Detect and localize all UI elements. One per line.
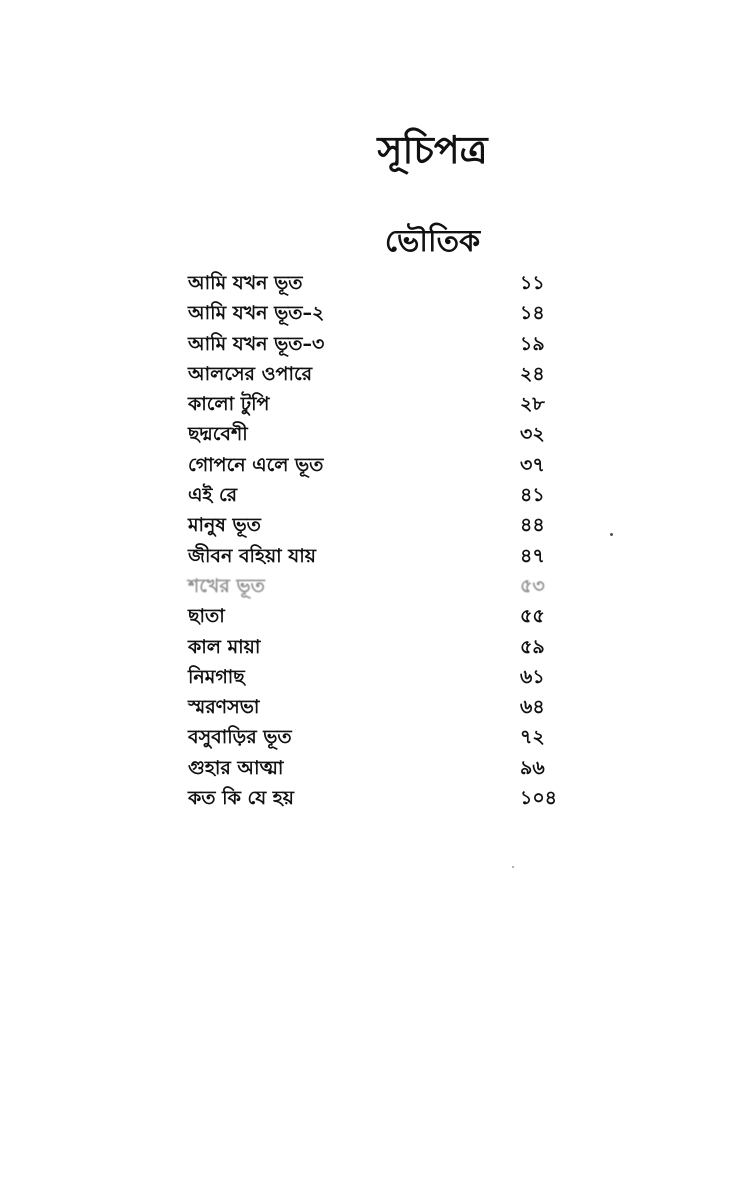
section-title: ভৌতিক — [384, 224, 481, 259]
toc-entry-title: ছাতা — [188, 605, 225, 628]
toc-list — [188, 268, 568, 813]
toc-entry — [188, 510, 568, 540]
toc-entry-page: ৪১ — [520, 484, 545, 507]
toc-entry-page: ১৯ — [520, 332, 545, 355]
toc-entry — [188, 419, 568, 449]
toc-entry — [188, 298, 568, 328]
toc-entry-title: জীবন বহিয়া যায় — [188, 544, 316, 567]
toc-entry-title: গুহার আত্মা — [188, 756, 284, 779]
toc-entry — [188, 450, 568, 480]
toc-entry-title: শখের ভূত — [188, 574, 265, 597]
toc-entry-title: আলসের ওপারে — [188, 362, 313, 385]
toc-entry-title: আমি যখন ভূত — [188, 272, 303, 294]
toc-entry — [188, 268, 568, 298]
toc-entry-page: ১১ — [520, 272, 545, 294]
toc-entry-faded — [188, 571, 568, 601]
toc-entry — [188, 722, 568, 752]
toc-entry-title: আমি যখন ভূত–৩ — [188, 332, 325, 355]
toc-entry-title: গোপনে এলে ভূত — [188, 453, 324, 476]
toc-entry — [188, 692, 568, 722]
toc-entry-title: এই রে — [188, 484, 238, 507]
toc-entry-page: ৪৪ — [520, 514, 545, 537]
toc-entry-page: ৫৩ — [520, 574, 545, 597]
toc-entry — [188, 783, 568, 813]
toc-entry-title: বসুবাড়ির ভূত — [188, 726, 292, 749]
toc-entry-page: ৬১ — [520, 665, 545, 688]
toc-entry — [188, 601, 568, 631]
toc-entry — [188, 632, 568, 662]
toc-entry-page: ১০৪ — [520, 787, 558, 810]
toc-entry — [188, 389, 568, 419]
toc-entry — [188, 541, 568, 571]
toc-entry-page: ১৪ — [520, 302, 545, 325]
toc-entry-page: ২৮ — [520, 393, 545, 416]
toc-entry-title: কালো টুপি — [188, 393, 270, 416]
toc-entry — [188, 480, 568, 510]
toc-entry-title: স্মরণসভা — [188, 696, 260, 719]
toc-entry-page: ৫৫ — [520, 605, 545, 628]
toc-entry — [188, 753, 568, 783]
scan-speck — [610, 533, 613, 536]
toc-entry-page: ৫৯ — [520, 635, 545, 658]
toc-entry-title: নিমগাছ — [188, 665, 245, 688]
toc-entry-title: মানুষ ভূত — [188, 514, 261, 537]
toc-entry-title: কাল মায়া — [188, 635, 261, 658]
toc-entry — [188, 359, 568, 389]
toc-entry-page: ২৪ — [520, 362, 545, 385]
toc-entry-title: ছদ্মবেশী — [188, 423, 248, 446]
toc-entry — [188, 329, 568, 359]
toc-entry-page: ৬৪ — [520, 696, 545, 719]
toc-entry-title: কত কি যে হয় — [188, 787, 294, 810]
toc-entry-page: ৩২ — [520, 423, 545, 446]
toc-entry-page: ৭২ — [520, 726, 545, 749]
scan-speck — [512, 866, 514, 868]
toc-entry-title: আমি যখন ভূত–২ — [188, 302, 325, 325]
page-title: সূচিপত্র — [377, 128, 488, 172]
toc-entry — [188, 662, 568, 692]
toc-entry-page: ৪৭ — [520, 544, 545, 567]
toc-entry-page: ৯৬ — [520, 756, 545, 779]
toc-entry-page: ৩৭ — [520, 453, 545, 476]
